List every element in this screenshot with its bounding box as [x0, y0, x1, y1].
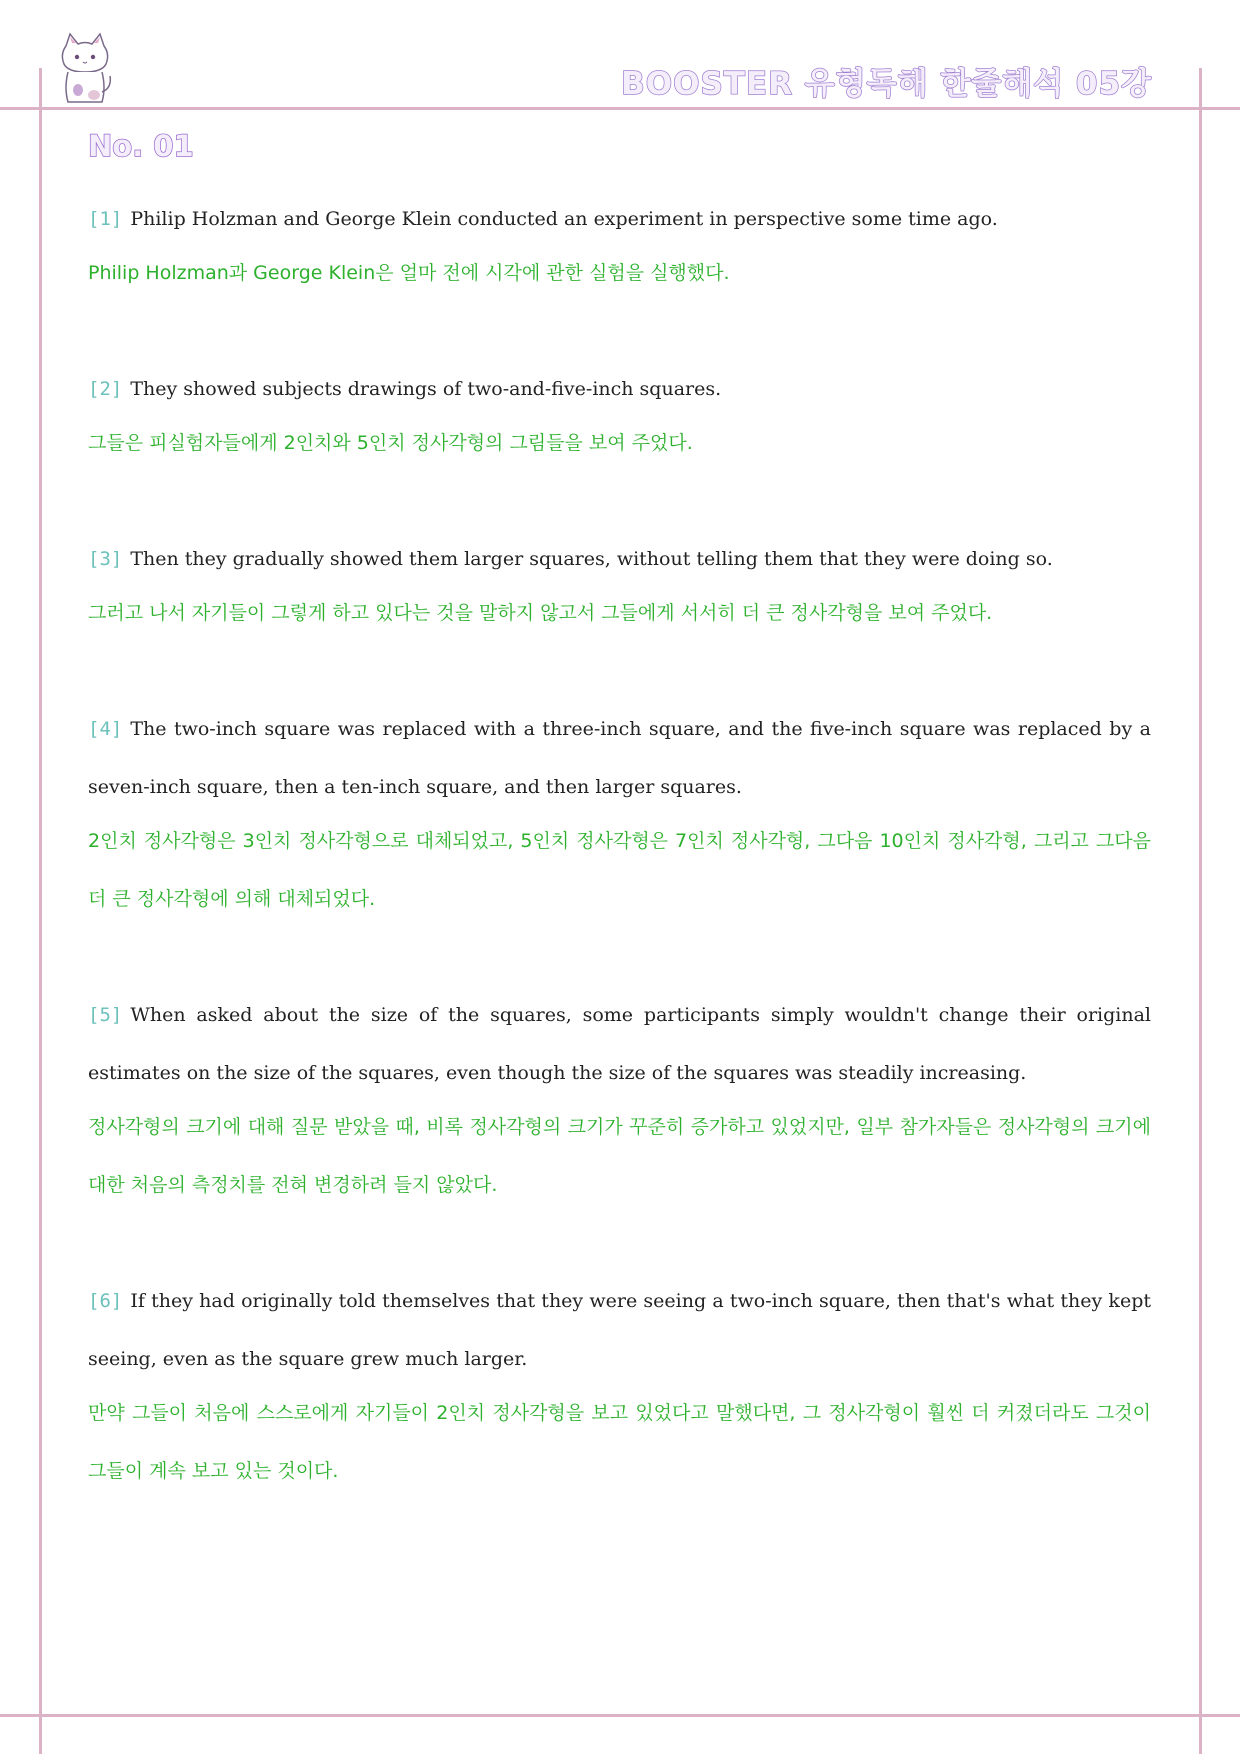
- english-sentence: [88, 360, 1151, 418]
- english-text: The two-inch square was replaced with a three-inch square, and the five-inch square was replaced by a seven-inch square, then a ten-inch square, and then larger squares.: [88, 718, 1151, 798]
- left-rule: [39, 68, 42, 1754]
- korean-translation: 2인치 정사각형은 3인치 정사각형으로 대체되었고, 5인치 정사각형은 7인치 정사각형, 그다음 10인치 정사각형, 그리고 그다음 더 큰 정사각형에 의해 대체되었다.: [88, 830, 1151, 910]
- english-text: Then they gradually showed them larger squares, without telling them that they were doing so.: [130, 548, 1053, 570]
- sentence-number: [5]: [88, 1004, 123, 1026]
- sentence-number: [3]: [88, 548, 123, 570]
- cat-logo-icon: [56, 32, 114, 106]
- english-sentence: [88, 190, 1151, 248]
- english-text: If they had originally told themselves that they were seeing a two-inch square, then that's what they kept seeing, even as the square grew much larger.: [88, 1290, 1151, 1370]
- sentence-number: [4]: [88, 718, 123, 740]
- korean-translation: 그러고 나서 자기들이 그렇게 하고 있다는 것을 말하지 않고서 그들에게 서서히 더 큰 정사각형을 보여 주었다.: [88, 602, 993, 624]
- top-rule: [0, 107, 1240, 110]
- sentence-item-6: [88, 1272, 1151, 1500]
- korean-translation: 만약 그들이 처음에 스스로에게 자기들이 2인치 정사각형을 보고 있었다고 말했다면, 그 정사각형이 훨씬 더 커졌더라도 그것이 그들이 계속 보고 있는 것이다.: [88, 1402, 1151, 1482]
- section-title: No. 01: [88, 129, 194, 163]
- sentence-item-5: [88, 986, 1151, 1214]
- english-sentence: [88, 700, 1151, 816]
- sentence-list: [88, 190, 1151, 1558]
- korean-translation: 그들은 피실험자들에게 2인치와 5인치 정사각형의 그림들을 보여 주었다.: [88, 432, 693, 454]
- english-sentence: [88, 530, 1151, 588]
- sentence-number: [1]: [88, 208, 123, 230]
- sentence-number: [2]: [88, 378, 123, 400]
- right-rule: [1199, 68, 1202, 1754]
- english-sentence: [88, 1272, 1151, 1388]
- sentence-number: [6]: [88, 1290, 123, 1312]
- english-text: When asked about the size of the squares, some participants simply wouldn't change their original estimates on the size of the squares, even though the size of the squares was steadily increasing.: [88, 1004, 1151, 1084]
- sentence-item-4: [88, 700, 1151, 928]
- korean-translation: 정사각형의 크기에 대해 질문 받았을 때, 비록 정사각형의 크기가 꾸준히 증가하고 있었지만, 일부 참가자들은 정사각형의 크기에 대한 처음의 측정치를 전혀 변경하려 들지 않았다.: [88, 1116, 1151, 1196]
- korean-translation: Philip Holzman과 George Klein은 얼마 전에 시각에 관한 실험을 실행했다.: [88, 262, 730, 284]
- english-text: They showed subjects drawings of two-and-five-inch squares.: [130, 378, 722, 400]
- english-sentence: [88, 986, 1151, 1102]
- bottom-rule: [0, 1714, 1240, 1717]
- sentence-item-3: [88, 530, 1151, 642]
- sentence-item-2: [88, 360, 1151, 472]
- english-text: Philip Holzman and George Klein conducted an experiment in perspective some time ago.: [130, 208, 998, 230]
- header-title: BOOSTER 유형독해 한줄해석 05강: [621, 66, 1152, 102]
- sentence-item-1: [88, 190, 1151, 302]
